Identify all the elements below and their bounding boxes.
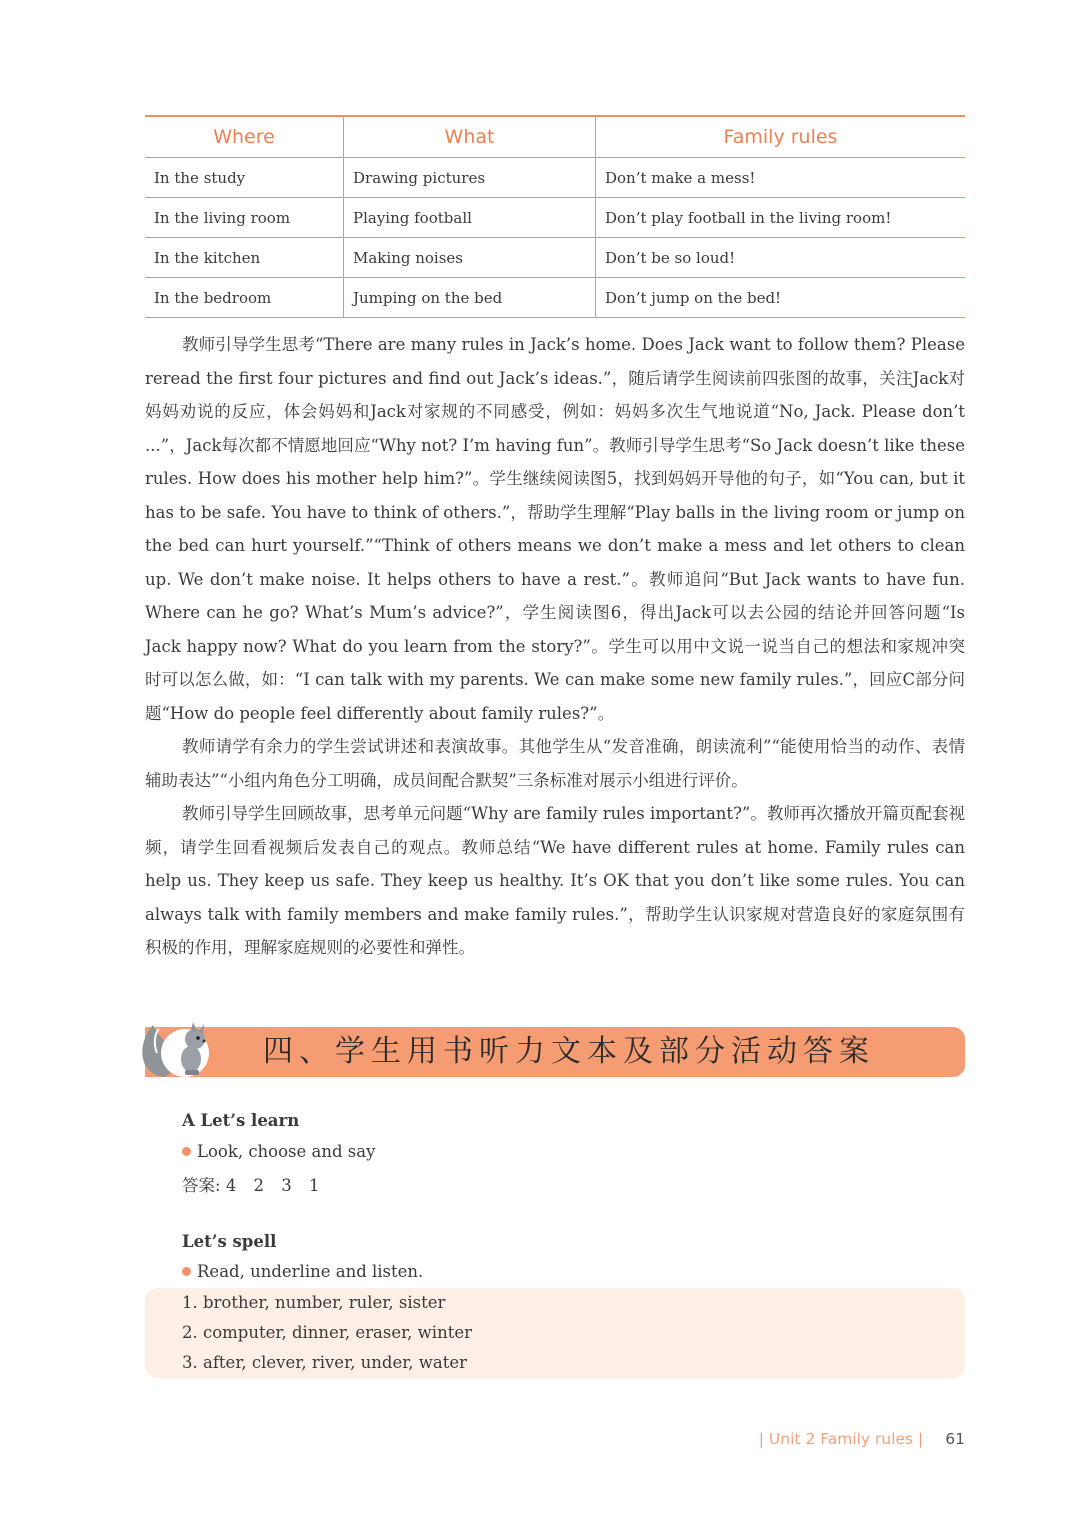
answer-line xyxy=(182,1172,320,1196)
table-header-family-rules: Family rules xyxy=(596,116,966,158)
table-row xyxy=(145,198,965,238)
list-item: 2. computer, dinner, eraser, winter xyxy=(182,1323,472,1342)
table-cell: In the bedroom xyxy=(145,278,344,318)
table-cell: Don’t jump on the bed! xyxy=(596,278,966,318)
body-text xyxy=(145,328,965,965)
table-cell: Jumping on the bed xyxy=(344,278,596,318)
footer-unit: | Unit 2 Family rules | xyxy=(758,1430,924,1448)
table-cell: Playing football xyxy=(344,198,596,238)
table-row xyxy=(145,158,965,198)
table-cell: Making noises xyxy=(344,238,596,278)
page-number: 61 xyxy=(945,1430,965,1448)
table-cell: Don’t make a mess! xyxy=(596,158,966,198)
section-title: 四、学生用书听力文本及部分活动答案 xyxy=(263,1034,875,1069)
lets-spell-activity xyxy=(182,1262,423,1281)
table-cell: In the living room xyxy=(145,198,344,238)
table-cell: Don’t be so loud! xyxy=(596,238,966,278)
bullet-icon xyxy=(182,1267,191,1276)
paragraph: 教师请学有余力的学生尝试讲述和表演故事。其他学生从“发音准确，朗读流利”“能使用恰当的动作、表情辅助表达”“小组内角色分工明确，成员间配合默契”三条标准对展示小组进行评价。 xyxy=(145,737,965,790)
section-banner xyxy=(145,1027,965,1077)
table-cell: Drawing pictures xyxy=(344,158,596,198)
table-cell: In the study xyxy=(145,158,344,198)
activity-label: Look, choose and say xyxy=(197,1142,376,1161)
paragraph: 教师引导学生回顾故事，思考单元问题“Why are family rules important?”。教师再次播放开篇页配套视频，请学生回看视频后发表自己的观点。教师总结“We have different rules at home. Family rules can help us. They keep us safe. They keep us healthy. It’s OK that you don’t like some rules. You can always talk with family members and make family rules.”，帮助学生认识家规对营造良好的家庭氛围有积极的作用，理解家庭规则的必要性和弹性。 xyxy=(145,804,965,957)
answer-label: 答案: xyxy=(182,1176,221,1195)
paragraph: 教师引导学生思考“There are many rules in Jack’s home. Does Jack want to follow them? Please reread the first four pictures and find out Jack’s ideas.”，随后请学生阅读前四张图的故事，关注Jack对妈妈劝说的反应，体会妈妈和Jack对家规的不同感受，例如：妈妈多次生气地说道“No, Jack. Please don’t ...”，Jack每次都不情愿地回应“Why not? I’m having fun”。教师引导学生思考“So Jack doesn’t like these rules. How does his mother help him?”。学生继续阅读图5，找到妈妈开导他的句子，如“You can, but it has to be safe. You have to think of others.”，帮助学生理解“Play balls in the living room or jump on the bed can hurt yourself.”“Think of others means we don’t make a mess and let others to clean up. We don’t make noise. It helps others to have a rest.”。教师追问“But Jack wants to have fun. Where can he go? What’s Mum’s advice?”，学生阅读图6，得出Jack可以去公园的结论并回答问题“Is Jack happy now? What do you learn from the story?”。学生可以用中文说一说当自己的想法和家规冲突时可以怎么做，如：“I can talk with my parents. We can make some new family rules.”，回应C部分问题“How do people feel differently about family rules?”。 xyxy=(145,335,965,723)
table-header-what: What xyxy=(344,116,596,158)
bullet-icon xyxy=(182,1147,191,1156)
page-footer xyxy=(759,1430,965,1448)
activity-label: Read, underline and listen. xyxy=(197,1262,424,1281)
list-item: 3. after, clever, river, under, water xyxy=(182,1353,468,1372)
squirrel-icon xyxy=(133,1013,233,1081)
table-cell: Don’t play football in the living room! xyxy=(596,198,966,238)
family-rules-table xyxy=(145,115,965,318)
table-cell: In the kitchen xyxy=(145,238,344,278)
answer-values: 4 2 3 1 xyxy=(225,1176,320,1195)
list-item: 1. brother, number, ruler, sister xyxy=(182,1293,446,1312)
table-header-where: Where xyxy=(145,116,344,158)
table-row xyxy=(145,278,965,318)
table-row xyxy=(145,238,965,278)
lets-spell-heading: Let’s spell xyxy=(182,1232,277,1251)
lets-learn-heading: A Let’s learn xyxy=(182,1111,300,1130)
lets-learn-activity xyxy=(182,1142,375,1161)
